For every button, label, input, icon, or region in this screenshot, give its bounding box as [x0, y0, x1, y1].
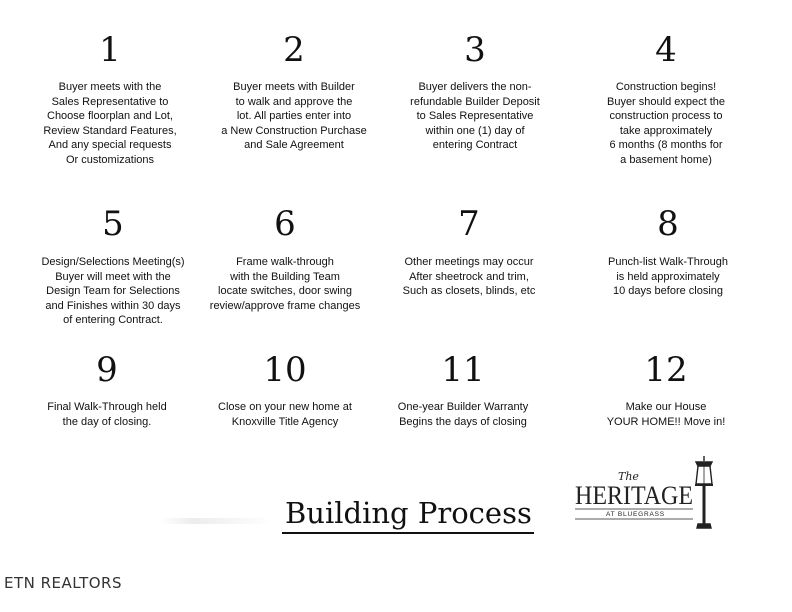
- step-number: 4: [655, 30, 677, 70]
- logo-subtitle: AT BLUEGRASS: [606, 511, 665, 518]
- step-6: [190, 204, 380, 313]
- step-description: One-year Builder Warranty Begins the days of closing: [397, 401, 529, 428]
- step-number: 11: [441, 350, 485, 390]
- step-number: 6: [274, 204, 296, 244]
- step-12: [571, 350, 761, 429]
- step-description: Close on your new home at Knoxville Title Agency: [218, 401, 352, 428]
- step-number: 9: [96, 350, 118, 390]
- logo-the: The: [618, 470, 639, 483]
- step-description: Buyer meets with the Sales Representative to Choose floorplan and Lot, Review Standard Features, And any special requests Or customizations: [43, 81, 177, 166]
- logo-name: HERITAGE: [575, 481, 693, 510]
- footer-watermark: ETN REALTORS: [4, 574, 122, 592]
- faded-mark: [160, 518, 272, 524]
- step-description: Construction begins! Buyer should expect the construction process to take approximately 6 months (8 months for a basement home): [606, 81, 726, 166]
- step-5: [18, 204, 208, 328]
- step-number: 1: [99, 30, 121, 70]
- step-description: Make our House YOUR HOME!! Move in!: [606, 401, 726, 428]
- step-number: 5: [102, 204, 124, 244]
- page-title: Building Process: [282, 494, 534, 534]
- step-description: Punch-list Walk-Through is held approximately 10 days before closing: [607, 256, 729, 298]
- step-1: [15, 30, 205, 168]
- step-number: 3: [464, 30, 486, 70]
- step-4: [571, 30, 761, 168]
- step-description: Frame walk-through with the Building Team locate switches, door swing review/approve frame changes: [209, 256, 361, 312]
- lamp-post-icon: [695, 456, 713, 528]
- step-11: [368, 350, 558, 429]
- step-10: [190, 350, 380, 429]
- step-number: 8: [657, 204, 679, 244]
- step-description: Other meetings may occur After sheetrock and trim, Such as closets, blinds, etc: [402, 256, 536, 298]
- heritage-logo: [570, 452, 720, 530]
- step-2: [199, 30, 389, 153]
- step-description: Buyer meets with Builder to walk and approve the lot. All parties enter into a New Construction Purchase and Sale Agreement: [221, 81, 367, 152]
- step-number: 12: [644, 350, 688, 390]
- step-8: [573, 204, 763, 299]
- step-description: Buyer delivers the non- refundable Builder Deposit to Sales Representative within one (1) day of entering Contract: [410, 81, 540, 152]
- step-description: Design/Selections Meeting(s) Buyer will meet with the Design Team for Selections and Finishes within 30 days of entering Contract.: [41, 256, 185, 327]
- step-number: 7: [458, 204, 480, 244]
- step-number: 2: [283, 30, 305, 70]
- heritage-logo-graphic: [570, 452, 720, 530]
- step-3: [380, 30, 570, 153]
- step-number: 10: [263, 350, 307, 390]
- step-9: [12, 350, 202, 429]
- step-description: Final Walk-Through held the day of closing.: [47, 401, 167, 428]
- step-7: [374, 204, 564, 299]
